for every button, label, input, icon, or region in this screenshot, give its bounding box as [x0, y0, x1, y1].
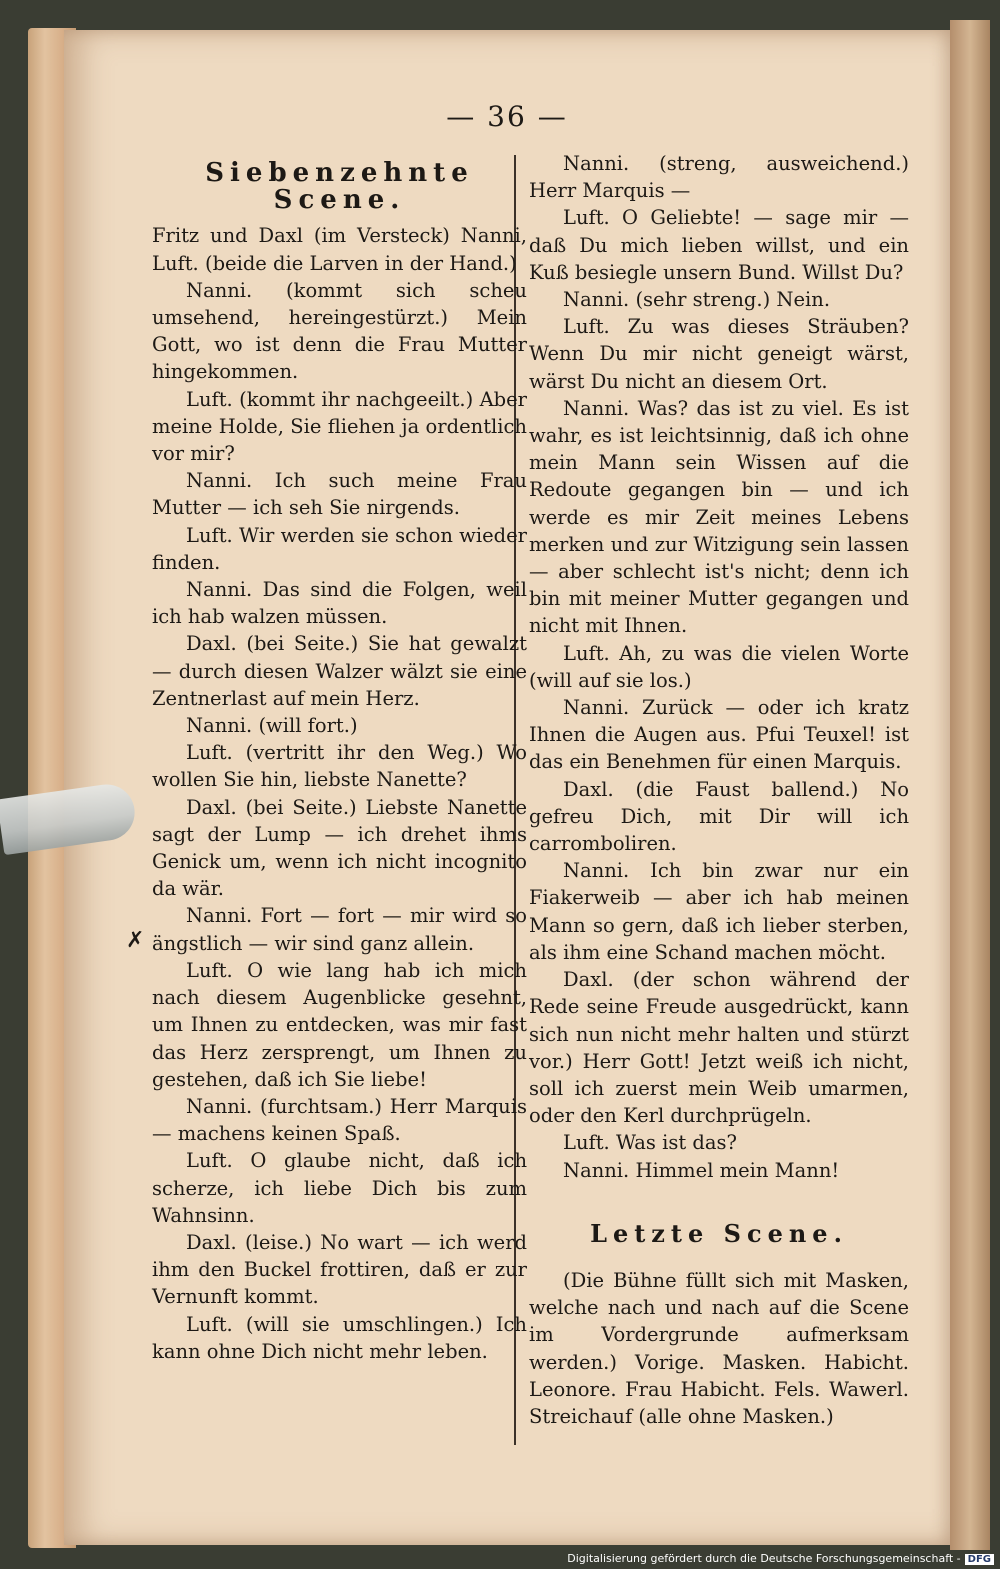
paragraph: (Die Bühne füllt sich mit Masken, welche nach und nach auf die Scene im Vordergrunde aufmerksam werden.) Vorige. Masken. Habicht. Leonore. Frau Habicht. Fels. Wawerl. Streichauf (alle ohne Masken.) [529, 1268, 909, 1428]
scene-title-17: Siebenzehnte Scene. [205, 158, 474, 216]
paragraph: Luft. (will sie umschlingen.) Ich kann ohne Dich nicht mehr leben. [152, 1312, 527, 1363]
right-column [529, 150, 909, 1430]
paragraph: Luft. O wie lang hab ich mich nach diesem Augenblicke gesehnt, um Ihnen zu entdecken, was mir fast das Herz zersprengt, um Ihnen zu gestehen, daß ich Sie liebe! [152, 958, 527, 1091]
paragraph: Nanni. (sehr streng.) Nein. [563, 288, 831, 312]
left-column [152, 150, 527, 1365]
paragraph: Nanni. (furchtsam.) Herr Marquis — machens keinen Spaß. [152, 1094, 527, 1146]
paragraph: Nanni. Zurück — oder ich kratz Ihnen die Augen aus. Pfui Teuxel! ist das ein Benehmen für einen Marquis. [529, 696, 909, 774]
paragraph: Daxl. (bei Seite.) Liebste Nanette sagt der Lump — ich drehet ihms Genick um, wenn ich nicht incognito da wär. [152, 795, 527, 901]
paragraph: Daxl. (leise.) No wart — ich werd ihm den Buckel frottiren, daß er zur Vernunft kommt. [152, 1230, 527, 1309]
book-page-edges-right [950, 20, 990, 1550]
book-page [64, 30, 950, 1545]
paragraph: Luft. Zu was dieses Sträuben? Wenn Du mir nicht geneigt wärst, wärst Du nicht an diesem Ort. [529, 315, 909, 393]
paragraph: Daxl. (der schon während der Rede seine Freude ausgedrückt, kann sich nun nicht mehr halten und stürzt vor.) Herr Gott! Jetzt weiß ich nicht, soll ich zuerst mein Weib umarmen, oder den Kerl durchprügeln. [529, 968, 909, 1128]
paragraph: Daxl. (bei Seite.) Sie hat gewalzt — durch diesen Walzer wälzt sie eine Zentnerlast auf mein Herz. [152, 632, 527, 710]
paragraph: Nanni. (streng, ausweichend.) Herr Marquis — [529, 152, 909, 203]
dfg-logo-icon: DFG [965, 1554, 994, 1565]
paragraph: Nanni. Himmel mein Mann! [563, 1158, 840, 1182]
paragraph: Luft. (vertritt ihr den Weg.) Wo wollen Sie hin, liebste Nanette? [152, 741, 527, 792]
paragraph: Luft. Wir werden sie schon wieder finden. [152, 523, 527, 574]
paragraph: Luft. O glaube nicht, daß ich scherze, ich liebe Dich bis zum Wahnsinn. [152, 1149, 527, 1227]
paragraph: Luft. Was ist das? [563, 1131, 737, 1155]
footer-text: Digitalisierung gefördert durch die Deutsche Forschungsgemeinschaft - [567, 1552, 961, 1565]
paragraph: Luft. O Geliebte! — sage mir — daß Du mich lieben willst, und ein Kuß besiegle unsern Bund. Willst Du? [529, 206, 909, 284]
paragraph: Nanni. (will fort.) [186, 714, 358, 738]
paragraph: Nanni. Ich bin zwar nur ein Fiakerweib — aber ich hab meinen Mann so gern, daß ich lieber sterben, als ihm eine Schand machen möcht. [529, 859, 909, 964]
paragraph: Nanni. Das sind die Folgen, weil ich hab walzen müssen. [152, 578, 527, 629]
margin-mark-icon: ✗ [126, 928, 145, 953]
scene-title-last: Letzte Scene. [590, 1218, 848, 1248]
paragraph: Fritz und Daxl (im Versteck) Nanni, Luft. (beide die Larven in der Hand.) [152, 224, 527, 275]
page-number: — 36 — [446, 100, 568, 133]
paragraph: Luft. (kommt ihr nachgeeilt.) Aber meine Holde, Sie fliehen ja ordentlich vor mir? [152, 387, 527, 466]
paragraph: Daxl. (die Faust ballend.) No gefreu Dich, mit Dir will ich carromboliren. [529, 777, 909, 856]
paragraph: Nanni. (kommt sich scheu umsehend, hereingestürzt.) Mein Gott, wo ist denn die Frau Mutter hingekommen. [152, 278, 527, 384]
digitization-footer [567, 1552, 994, 1565]
paragraph: Nanni. Fort — fort — mir wird so ängstlich — wir sind ganz allein. [152, 904, 527, 955]
paragraph: Luft. Ah, zu was die vielen Worte (will auf sie los.) [529, 641, 909, 692]
paragraph: Nanni. Was? das ist zu viel. Es ist wahr, es ist leichtsinnig, daß ich ohne mein Mann sein Wissen auf die Redoute gegangen bin — und ich werde es mir Zeit meines Lebens merken und zur Witzigung sein lassen — aber schlecht ist's nicht; denn ich bin mit meiner Mutter gegangen und nicht mit Ihnen. [529, 396, 909, 638]
paragraph: Nanni. Ich such meine Frau Mutter — ich seh Sie nirgends. [152, 469, 527, 520]
